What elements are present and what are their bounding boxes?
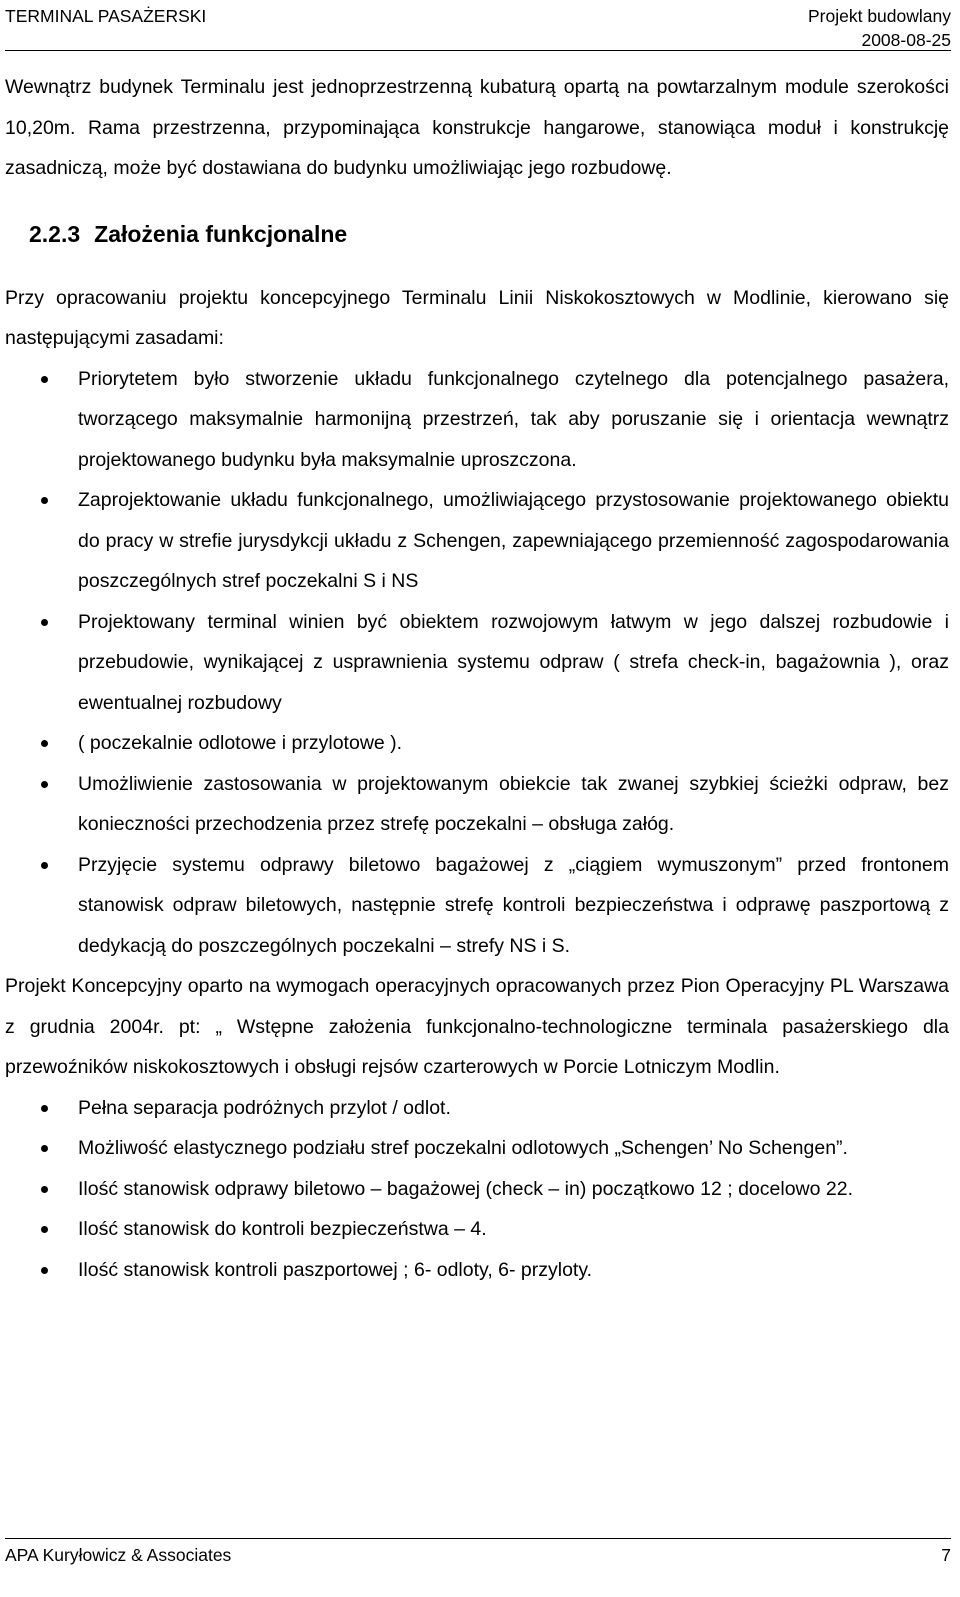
list-item-text: Przyjęcie systemu odprawy biletowo bagażowej z „ciągiem wymuszonym” przed frontonem stanowisk odpraw biletowych, następnie strefę kontroli bezpieczeństwa i odprawę paszportową z dedykacją do poszczególnych poczekalni – strefy NS i S. bbox=[78, 853, 949, 957]
list-item bbox=[5, 602, 949, 724]
list-item-text: Zaprojektowanie układu funkcjonalnego, umożliwiającego przystosowanie projektowanego obiektu do pracy w strefie jurysdykcji układu z Schengen, zapewniającego przemienność zagospodarowania poszczególnych stref poczekalni S i NS bbox=[78, 489, 949, 592]
page-footer bbox=[5, 1538, 951, 1565]
header-date: 2008-08-25 bbox=[861, 30, 951, 50]
bullet-icon bbox=[41, 740, 48, 747]
header-meta bbox=[808, 4, 951, 52]
bullet-icon bbox=[41, 1105, 48, 1112]
list-item-text: ( poczekalnie odlotowe i przylotowe ). bbox=[78, 732, 403, 754]
header-document-title: TERMINAL PASAŻERSKI bbox=[5, 6, 207, 26]
section-number: 2.2.3 bbox=[29, 220, 81, 247]
principles-list bbox=[5, 359, 949, 967]
list-item bbox=[5, 1209, 949, 1250]
header-project-type: Projekt budowlany bbox=[808, 6, 951, 26]
bullet-icon bbox=[41, 376, 48, 383]
lead-paragraph: Przy opracowaniu projektu koncepcyjnego Terminalu Linii Niskokosztowych w Modlinie, kierowano się następującymi zasadami: bbox=[5, 286, 949, 349]
list-item-text: Ilość stanowisk kontroli paszportowej ; 6- odloty, 6- przyloty. bbox=[78, 1258, 593, 1281]
section-title: Założenia funkcjonalne bbox=[94, 220, 348, 247]
list-item-text: Ilość stanowisk do kontroli bezpieczeństwa – 4. bbox=[78, 1218, 487, 1240]
requirements-list bbox=[5, 1088, 949, 1291]
bullet-icon bbox=[41, 1145, 48, 1152]
list-item-text: Umożliwienie zastosowania w projektowanym obiekcie tak zwanej szybkiej ścieżki odpraw, bez konieczności przechodzenia przez strefę poczekalni – obsługa załóg. bbox=[78, 772, 949, 835]
bullet-icon bbox=[41, 1267, 48, 1274]
list-item-text: Projektowany terminal winien być obiektem rozwojowym łatwym w jego dalszej rozbudowie i przebudowie, wynikającej z usprawnienia systemu odpraw ( strefa check-in, bagażownia ), oraz ewentualnej rozbudowy bbox=[78, 610, 949, 714]
bullet-icon bbox=[41, 497, 48, 504]
list-item bbox=[5, 359, 949, 481]
list-item-text: Priorytetem było stworzenie układu funkcjonalnego czytelnego dla potencjalnego pasażera, tworzącego maksymalnie harmonijną przestrzeń, tak aby poruszanie się i orientacja wewnątrz projektowanego budynku była maksymalnie uproszczona. bbox=[78, 367, 949, 471]
list-item bbox=[5, 764, 949, 845]
page-header bbox=[5, 0, 951, 51]
list-item bbox=[5, 1250, 949, 1291]
list-item bbox=[5, 480, 949, 602]
intro-paragraph: Wewnątrz budynek Terminalu jest jednoprzestrzenną kubaturą opartą na powtarzalnym module szerokości 10,20m. Rama przestrzenna, przypominająca konstrukcje hangarowe, stanowiąca moduł i konstrukcję zasadniczą, może być dostawiana do budynku umożliwiając jego rozbudowę. bbox=[5, 76, 949, 179]
list-item-text: Ilość stanowisk odprawy biletowo – bagażowej (check – in) początkowo 12 ; docelowo 22. bbox=[78, 1177, 854, 1200]
bullet-icon bbox=[41, 862, 48, 869]
concept-paragraph: Projekt Koncepcyjny oparto na wymogach operacyjnych opracowanych przez Pion Operacyjny PL Warszawa z grudnia 2004r. pt: „ Wstępne założenia funkcjonalno-technologiczne terminala pasażerskiego dla przewoźników niskokosztowych i obsługi rejsów czarterowych w Porcie Lotniczym Modlin. bbox=[5, 975, 949, 1078]
list-item bbox=[5, 723, 949, 764]
list-item bbox=[5, 845, 949, 967]
page-number: 7 bbox=[941, 1545, 951, 1565]
bullet-icon bbox=[41, 781, 48, 788]
bullet-icon bbox=[41, 1226, 48, 1233]
section-heading bbox=[29, 214, 949, 254]
list-item-text: Możliwość elastycznego podziału stref poczekalni odlotowych „Schengen’ No Schengen”. bbox=[78, 1137, 848, 1159]
bullet-icon bbox=[41, 1186, 48, 1193]
list-item bbox=[5, 1088, 949, 1129]
list-item bbox=[5, 1169, 949, 1210]
bullet-icon bbox=[41, 619, 48, 626]
document-body bbox=[5, 67, 949, 1290]
list-item-text: Pełna separacja podróżnych przylot / odlot. bbox=[78, 1096, 451, 1119]
list-item bbox=[5, 1128, 949, 1169]
footer-company: APA Kuryłowicz & Associates bbox=[5, 1545, 232, 1565]
